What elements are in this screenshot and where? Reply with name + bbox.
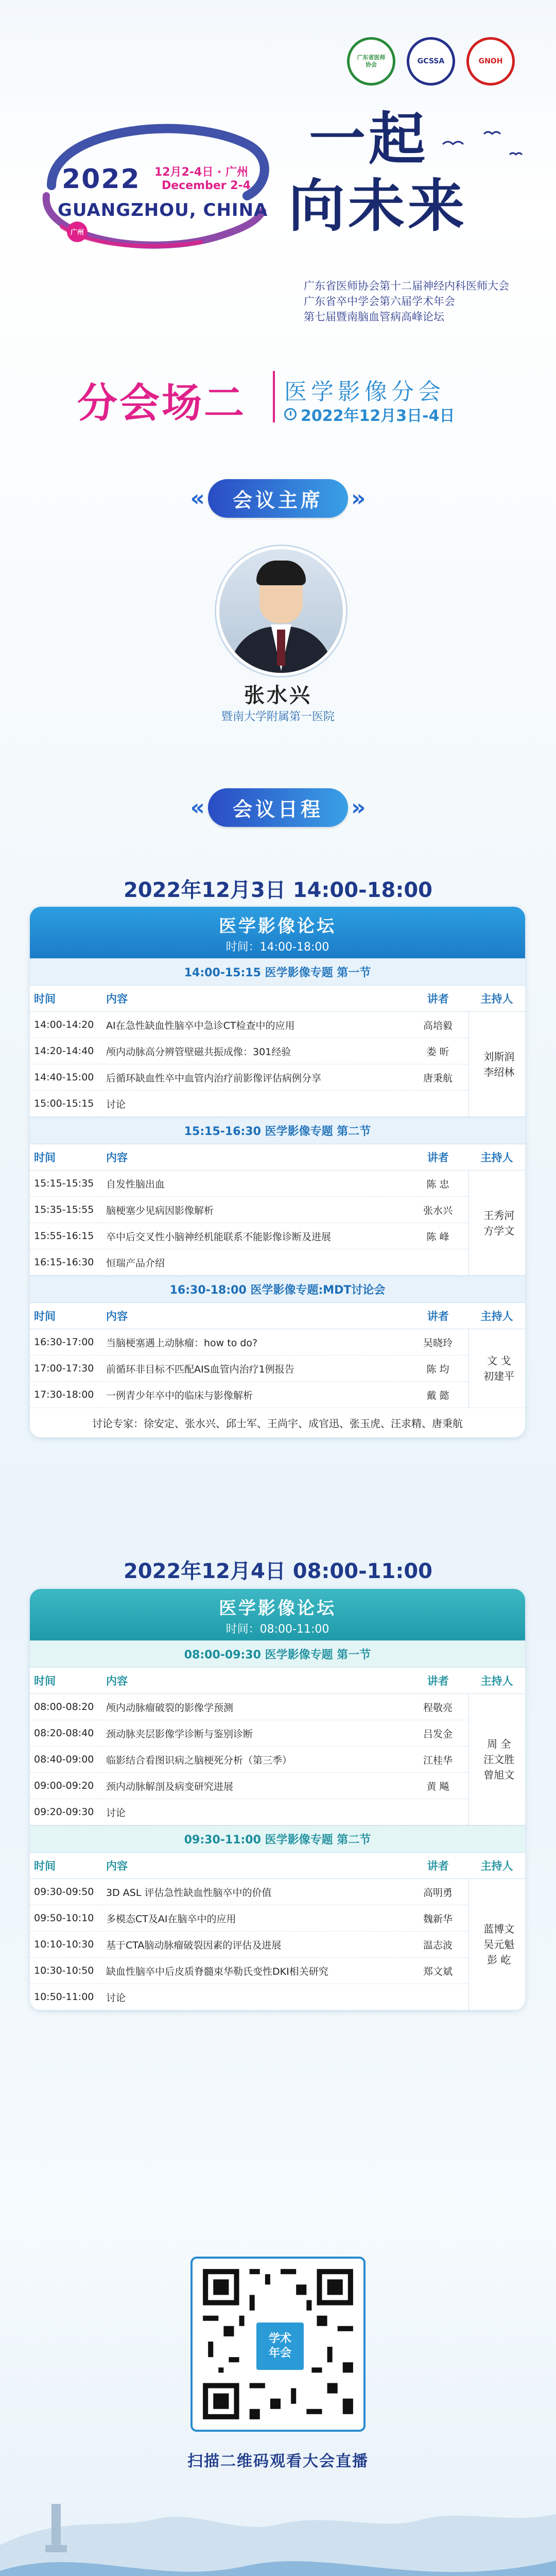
agenda-header-row: [30, 1668, 525, 1694]
cell-hosts: [468, 1694, 525, 1825]
table-row: [30, 1355, 525, 1382]
day1-agenda: [30, 958, 525, 1437]
column-header-time: 时间: [30, 1853, 102, 1879]
agenda-banner-label: 会议日程: [208, 788, 348, 827]
table-row: [30, 1747, 525, 1773]
session-divider: [273, 371, 275, 422]
host-name: 文 戈: [487, 1354, 511, 1367]
column-header-time: 时间: [30, 986, 102, 1012]
column-header-host: 主持人: [468, 1144, 525, 1171]
slogan-line-2: 向未来: [288, 173, 467, 239]
day2-forum-time: 时间：08:00-11:00: [225, 1623, 329, 1636]
cell-content: 颅内动脉瘤破裂的影像学预测: [102, 1694, 408, 1720]
cell-time: 09:50-10:10: [30, 1905, 102, 1931]
cell-speaker: 戴 懿: [408, 1382, 469, 1408]
session-title: 分会场二: [77, 380, 247, 427]
cell-time: 08:20-08:40: [30, 1720, 102, 1747]
table-row: [30, 1329, 525, 1355]
host-name: 刘斯润: [483, 1050, 515, 1063]
cell-speaker: 江桂华: [408, 1747, 469, 1773]
host-name: 蓝博文: [483, 1923, 515, 1935]
agenda-header-row: [30, 1144, 525, 1171]
section-heading: 09:30-11:00 医学影像专题 第二节: [30, 1825, 525, 1853]
birds-icon: [432, 124, 535, 170]
column-header-speaker: 讲者: [408, 1303, 469, 1329]
cell-content: 多模态CT及AI在脑卒中的应用: [102, 1905, 408, 1931]
host-name: 吴元魁: [483, 1938, 515, 1951]
cell-time: 14:40-15:00: [30, 1064, 102, 1091]
agenda-table: [30, 1144, 525, 1276]
cell-speaker: 吴晓玲: [408, 1329, 469, 1355]
cell-speaker: [408, 1984, 469, 2010]
column-header-speaker: 讲者: [408, 986, 469, 1012]
day1-card-header: [30, 907, 525, 958]
host-name: 彭 屹: [487, 1954, 511, 1966]
day1-forum-time: 时间：14:00-18:00: [225, 941, 329, 954]
cell-content: 前循环非目标不匹配AIS血管内治疗1例报告: [102, 1355, 408, 1382]
discussion-experts: 讨论专家：徐安定、张水兴、邱士军、王尚宇、成官迅、张玉虎、汪求精、唐秉航: [92, 1417, 463, 1430]
table-row: [30, 1931, 525, 1958]
agenda-table: [30, 1853, 525, 2010]
cell-content: 后循环缺血性卒中血管内治疗前影像评估病例分享: [102, 1064, 408, 1091]
cell-content: 颅内动脉高分辨管壁磁共振成像：301经验: [102, 1038, 408, 1064]
cell-time: 10:30-10:50: [30, 1958, 102, 1984]
column-header-content: 内容: [102, 1853, 408, 1879]
session-name: 医学影像分会: [284, 379, 445, 405]
logo-gcssa-text: GCSSA: [417, 57, 445, 65]
day2-title: 2022年12月4日 08:00-11:00: [124, 1560, 432, 1583]
table-row: [30, 1958, 525, 1984]
cell-content: 讨论: [102, 1984, 408, 2010]
cell-content: 讨论: [102, 1799, 408, 1825]
session-date-text: 2022年12月3日-4日: [301, 407, 455, 425]
column-header-time: 时间: [30, 1668, 102, 1694]
agenda-header-row: [30, 1303, 525, 1329]
cell-content: 3D ASL 评估急性缺血性脑卒中的价值: [102, 1879, 408, 1905]
sub-event-3: 第七届暨南脑血管病高峰论坛: [304, 311, 444, 323]
chevron-left-icon: «: [190, 485, 205, 512]
livestream-qr-code[interactable]: [190, 2257, 366, 2432]
cell-time: 09:30-09:50: [30, 1879, 102, 1905]
column-header-speaker: 讲者: [408, 1853, 469, 1879]
cell-time: 16:15-16:30: [30, 1249, 102, 1276]
sub-events-list: [304, 278, 509, 325]
column-header-content: 内容: [102, 1144, 408, 1171]
cell-speaker: 高明勇: [408, 1879, 469, 1905]
agenda-table: [30, 1668, 525, 1825]
table-row: [30, 1064, 525, 1091]
cell-time: 16:30-17:00: [30, 1329, 102, 1355]
cell-content: 自发性脑出血: [102, 1171, 408, 1197]
cell-content: 当脑梗塞遇上动脉瘤：how to do?: [102, 1329, 408, 1355]
cell-speaker: 张水兴: [408, 1197, 469, 1223]
chevron-left-icon: «: [190, 794, 205, 821]
cell-speaker: 陈 均: [408, 1355, 469, 1382]
cell-time: 17:00-17:30: [30, 1355, 102, 1382]
host-name: 周 全: [487, 1738, 511, 1750]
column-header-content: 内容: [102, 1303, 408, 1329]
column-header-time: 时间: [30, 1303, 102, 1329]
event-year: 2022: [62, 164, 141, 195]
cell-speaker: 郑文斌: [408, 1958, 469, 1984]
chair-org: 暨南大学附属第一医院: [221, 710, 335, 723]
chair-avatar: [216, 546, 346, 676]
host-name: 方学文: [483, 1224, 515, 1237]
cell-content: 讨论: [102, 1091, 408, 1117]
cell-time: 08:00-08:20: [30, 1694, 102, 1720]
qr-caption: 扫描二维码观看大会直播: [187, 2452, 369, 2470]
cell-content: 缺血性脑卒中后皮质脊髓束华勒氏变性DKI相关研究: [102, 1958, 408, 1984]
day2-agenda: [30, 1640, 525, 2010]
cell-speaker: 黄 飚: [408, 1773, 469, 1799]
slogan-line-1: 一起: [309, 106, 428, 172]
cell-speaker: 唐秉航: [408, 1064, 469, 1091]
chevron-right-icon: »: [351, 485, 366, 512]
sub-event-1: 广东省医师协会第十二届神经内科医师大会: [304, 280, 509, 292]
cell-time: 15:15-15:35: [30, 1171, 102, 1197]
cell-hosts: [468, 1329, 525, 1408]
table-row: [30, 1012, 525, 1038]
tower-silhouette: [51, 2504, 61, 2550]
cell-content: AI在急性缺血性脑卒中急诊CT检查中的应用: [102, 1012, 408, 1038]
cell-speaker: 魏新华: [408, 1905, 469, 1931]
agenda-banner: [154, 788, 402, 826]
cell-speaker: [408, 1091, 469, 1117]
cell-speaker: 程敬亮: [408, 1694, 469, 1720]
cell-time: 08:40-09:00: [30, 1747, 102, 1773]
cell-time: 15:55-16:15: [30, 1223, 102, 1249]
cell-content: 临影结合看图识病之脑梗死分析（第三季）: [102, 1747, 408, 1773]
cell-speaker: [408, 1799, 469, 1825]
clock-icon: [284, 408, 297, 420]
column-header-content: 内容: [102, 986, 408, 1012]
agenda-header-row: [30, 1853, 525, 1879]
chevron-right-icon: »: [351, 794, 366, 821]
table-row: [30, 1773, 525, 1799]
column-header-speaker: 讲者: [408, 1668, 469, 1694]
logo-gdma: [347, 37, 395, 86]
cell-content: 一例青少年卒中的临床与影像解析: [102, 1382, 408, 1408]
cell-time: 10:50-11:00: [30, 1984, 102, 2010]
agenda-header-row: [30, 986, 525, 1012]
cell-time: 10:10-10:30: [30, 1931, 102, 1958]
table-row: [30, 1879, 525, 1905]
table-row: [30, 1038, 525, 1064]
cell-time: 09:20-09:30: [30, 1799, 102, 1825]
cell-time: 17:30-18:00: [30, 1382, 102, 1408]
table-row: [30, 1382, 525, 1408]
cell-time: 15:35-15:55: [30, 1197, 102, 1223]
day1-forum-title: 医学影像论坛: [219, 916, 336, 937]
seal-stamp-text: 广州: [70, 229, 84, 236]
event-dates-en: December 2-4: [162, 179, 251, 192]
sub-event-2: 广东省卒中学会第六届学术年会: [304, 295, 455, 308]
table-row: [30, 1720, 525, 1747]
section-heading: 16:30-18:00 医学影像专题:MDT讨论会: [30, 1276, 525, 1303]
cell-content: 脑梗塞少见病因影像解析: [102, 1197, 408, 1223]
event-city: GUANGZHOU, CHINA: [58, 200, 268, 221]
host-name: 王秀河: [483, 1209, 515, 1222]
table-row: [30, 1171, 525, 1197]
chair-banner: [154, 479, 402, 517]
cell-hosts: [468, 1171, 525, 1276]
table-row: [30, 1799, 525, 1825]
column-header-content: 内容: [102, 1668, 408, 1694]
section-heading: 08:00-09:30 医学影像专题 第一节: [30, 1640, 525, 1668]
column-header-time: 时间: [30, 1144, 102, 1171]
column-header-host: 主持人: [468, 1668, 525, 1694]
table-row: [30, 1197, 525, 1223]
cell-time: 14:20-14:40: [30, 1038, 102, 1064]
qr-center-text: 学术 年会: [268, 2332, 291, 2360]
agenda-table: [30, 1303, 525, 1408]
logo-gcssa: [407, 37, 455, 86]
table-row: [30, 1091, 525, 1117]
logo-gnoh-text: GNOH: [478, 57, 503, 65]
cell-speaker: 高培毅: [408, 1012, 469, 1038]
chair-banner-label: 会议主席: [208, 479, 348, 518]
cell-time: 09:00-09:20: [30, 1773, 102, 1799]
cell-speaker: 陈 峰: [408, 1223, 469, 1249]
cell-hosts: [468, 1879, 525, 2010]
section-heading: 15:15-16:30 医学影像专题 第二节: [30, 1117, 525, 1144]
logo-gnoh: [466, 37, 515, 86]
host-name: 初建平: [483, 1370, 515, 1382]
day2-card: [30, 1589, 525, 2010]
table-row: [30, 1905, 525, 1931]
column-header-host: 主持人: [468, 1853, 525, 1879]
qr-center-badge: [254, 2320, 306, 2372]
cell-speaker: 娄 昕: [408, 1038, 469, 1064]
cell-content: 颈内动脉解剖及病变研究进展: [102, 1773, 408, 1799]
cell-content: 恒瑞产品介绍: [102, 1249, 408, 1276]
column-header-speaker: 讲者: [408, 1144, 469, 1171]
cell-time: 15:00-15:15: [30, 1091, 102, 1117]
cell-speaker: 温志波: [408, 1931, 469, 1958]
cell-speaker: 吕发金: [408, 1720, 469, 1747]
cell-content: 基于CTA脑动脉瘤破裂因素的评估及进展: [102, 1931, 408, 1958]
column-header-host: 主持人: [468, 1303, 525, 1329]
chair-name: 张水兴: [244, 684, 312, 707]
table-row: [30, 1249, 525, 1276]
day1-title: 2022年12月3日 14:00-18:00: [124, 878, 432, 902]
table-row: [30, 1694, 525, 1720]
event-dates: [154, 166, 251, 193]
host-name: 曾旭文: [483, 1769, 515, 1781]
logo-gdma-text: 广东省医师协会: [357, 54, 386, 68]
cell-speaker: 陈 忠: [408, 1171, 469, 1197]
host-name: 汪文胜: [483, 1753, 515, 1766]
day1-card: [30, 907, 525, 1437]
cell-time: 14:00-14:20: [30, 1012, 102, 1038]
event-dates-cn: 12月2-4日 · 广州: [154, 166, 249, 179]
day2-forum-title: 医学影像论坛: [219, 1598, 336, 1619]
agenda-table: [30, 986, 525, 1117]
table-row: [30, 1984, 525, 2010]
session-date: [284, 403, 455, 426]
day2-card-header: [30, 1589, 525, 1640]
landscape-footer: [0, 2483, 556, 2576]
table-row: [30, 1223, 525, 1249]
cell-content: 卒中后交叉性小脑神经机能联系不能影像诊断及进展: [102, 1223, 408, 1249]
section-heading: 14:00-15:15 医学影像专题 第一节: [30, 958, 525, 986]
cell-speaker: [408, 1249, 469, 1276]
column-header-host: 主持人: [468, 986, 525, 1012]
cell-hosts: [468, 1012, 525, 1117]
host-name: 李绍林: [483, 1065, 515, 1078]
cell-content: 颈动脉夹层影像学诊断与鉴别诊断: [102, 1720, 408, 1747]
